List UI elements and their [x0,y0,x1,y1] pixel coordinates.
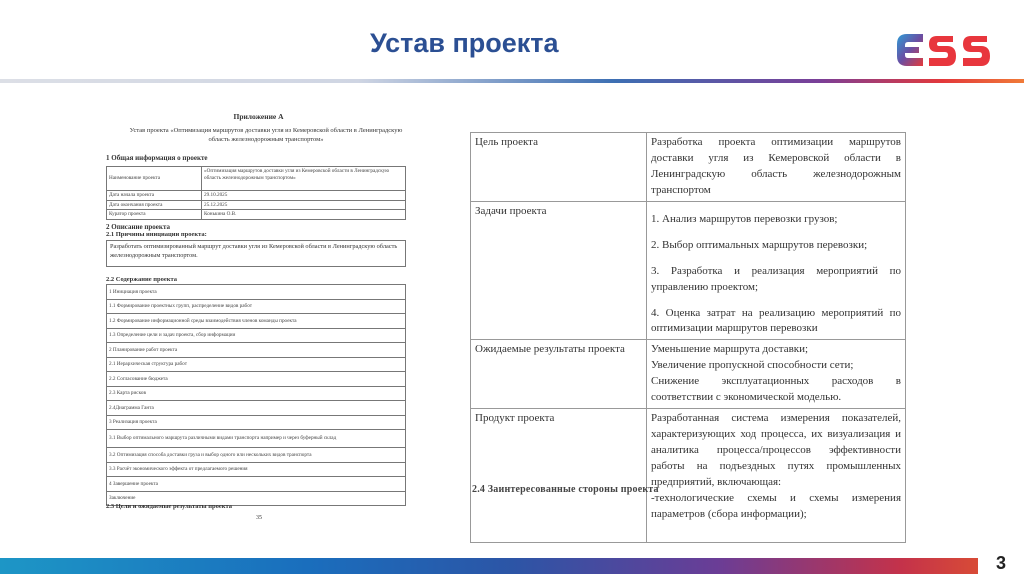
table-cell: 3 Реализация проекта [107,415,406,430]
slide-title: Устав проекта [370,28,559,58]
table-row [107,343,406,358]
table-cell: «Оптимизация маршрутов доставки угля из Кемеровской области в Ленинградскую область железнодорожным транспортом» [202,167,406,191]
table-cell: 25.12.2025 [202,200,406,210]
tasks-label: Задачи проекта [471,201,647,340]
project-content-table [106,284,406,506]
table-cell: Дата окончания проекта [107,200,202,210]
section-content-heading: 2.2 Содержание проекта [106,276,178,283]
table-row [107,477,406,492]
task-item: 4. Оценка затрат на реализацию мероприятий по оптимизации маршрутов перевозки [651,306,901,335]
task-item: 2. Выбор оптимальных маршрутов перевозки; [651,238,868,251]
goal-label: Цель проекта [471,133,647,202]
table-cell: 2.3 Карта рисков [107,386,406,401]
footer-stripe [0,558,1024,574]
table-row [107,167,406,191]
table-row [107,415,406,430]
table-cell: Куратор проекта [107,210,202,220]
table-cell: 29.10.2025 [202,191,406,201]
result-item: Увеличение пропускной способности сети; [651,359,854,372]
table-row [107,386,406,401]
table-cell: 3.2 Оптимизация способа доставки груза и выбор одного или нескольких видов транспорта [107,448,406,463]
charter-detail-table [470,132,906,543]
table-cell: 3.3 Расчёт экономического эффекта от предлагаемого решения [107,462,406,477]
table-row [107,200,406,210]
table-cell: Наименование проекта [107,167,202,191]
section-description-heading: 2 Описание проекта [106,223,170,231]
table-row [107,285,406,300]
reasons-text: Разработать оптимизированный маршрут доставки угля из Кемеровской области в Ленинградскую область железнодорожным транспортом. [106,240,406,267]
company-logo [893,28,997,72]
table-row [107,191,406,201]
stakeholders-heading-cut: 2.4 Заинтересованные стороны проекта [472,484,659,495]
table-row-results [471,340,906,409]
table-cell: 1.3 Определение цели и задач проекта, сбор информации [107,328,406,343]
charter-detail-table-wrapper [470,132,906,543]
table-row [107,462,406,477]
table-row [107,372,406,387]
general-info-table [106,166,406,220]
table-row [107,401,406,416]
charter-title: Устав проекта «Оптимизация маршрутов доставки угля из Кемеровской области в Ленинградскую область железнодорожным транспортом» [129,127,403,143]
product-extra: -технологические схемы и схемы измерения параметров (сбора информации); [651,491,901,520]
document-page-number: 35 [256,515,262,521]
table-row [107,448,406,463]
product-cell [647,409,906,543]
table-cell: 2.2 Согласование бюджета [107,372,406,387]
table-cell: 3.1 Выбор оптимального маршрута различными видами транспорта например и через буферный склад [107,430,406,448]
table-row [107,357,406,372]
table-cell: Дата начала проекта [107,191,202,201]
results-label: Ожидаемые результаты проекта [471,340,647,409]
appendix-heading: Приложение А [233,112,284,121]
table-cell: 2 Планирование работ проекта [107,343,406,358]
product-label: Продукт проекта [471,409,647,543]
table-cell: 1.1 Формирование проектных групп, распределение видов работ [107,299,406,314]
results-list [647,340,906,409]
tasks-list [647,201,906,340]
table-row [107,314,406,329]
table-cell: 4 Завершение проекта [107,477,406,492]
appendix-document-page [96,106,421,526]
section-general-heading: 1 Общая информация о проекте [106,154,208,162]
task-item: 1. Анализ маршрутов перевозки грузов; [651,212,838,225]
table-cell: 2.4Диаграмма Ганта [107,401,406,416]
result-item: Уменьшение маршрута доставки; [651,343,809,356]
table-row [107,328,406,343]
table-row [107,430,406,448]
goal-value: Разработка проекта оптимизации маршрутов доставки угля из Кемеровской области в Ленинградскую область железнодорожным транспортом [647,133,906,202]
result-item: Снижение эксплуатационных расходов в соответствии с экономической моделью. [651,375,901,404]
table-row [107,210,406,220]
section-goals-heading: 2.3 Цели и ожидаемые результаты проекта [106,503,232,510]
table-row [107,299,406,314]
table-cell: 2.1 Иерархическая структура работ [107,357,406,372]
header-divider-stripe [0,79,1024,83]
section-reasons-heading: 2.1 Причины инициации проекта: [106,231,207,238]
slide-page-number: 3 [978,552,1024,574]
product-value: Разработанная система измерения показателей, характеризующих ход процесса, их визуализация и аналитика процесса/процессов эффективности работы на подъездных путях промышленных предприятий, включающая: [651,412,901,488]
table-cell: 1.2 Формирование информационной среды взаимодействия членов команды проекта [107,314,406,329]
table-cell: Конькина О.В. [202,210,406,220]
table-row-tasks [471,201,906,340]
table-row-goal [471,133,906,202]
task-item: 3. Разработка и реализация мероприятий по управлению проектом; [651,264,901,293]
table-cell: 1 Инициация проекта [107,285,406,300]
table-cell: Заключение [107,491,406,506]
table-row-product [471,409,906,543]
